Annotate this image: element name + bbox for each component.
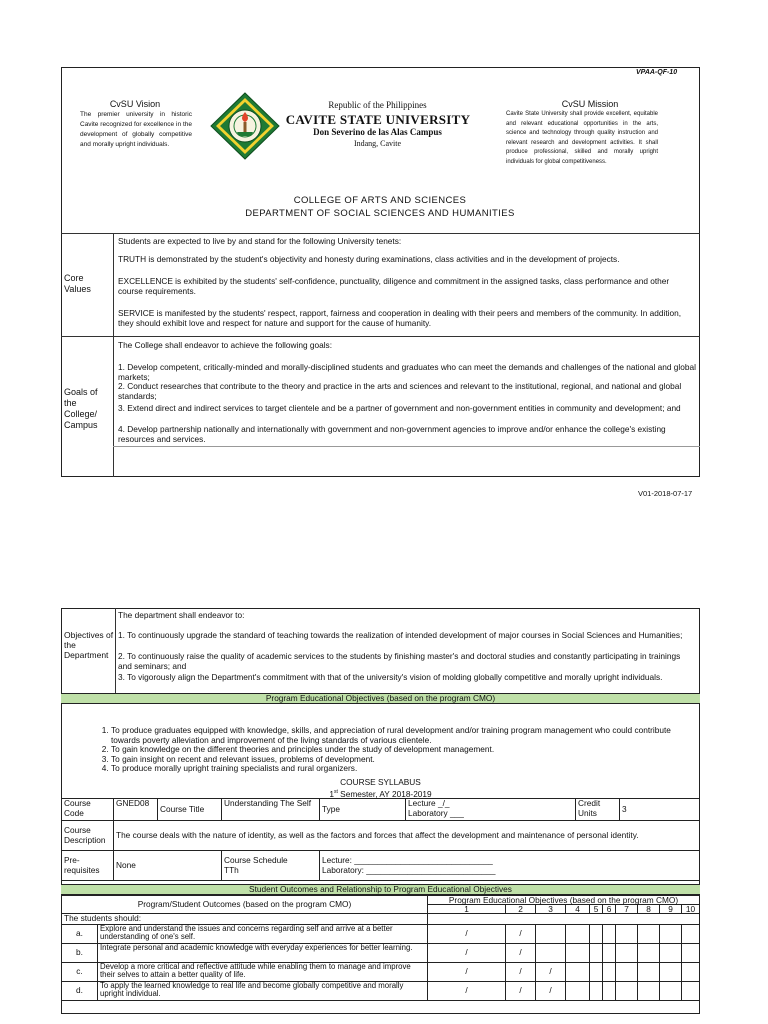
college-name: COLLEGE OF ARTS AND SCIENCES bbox=[293, 195, 467, 206]
schedule-cell bbox=[222, 851, 320, 881]
credit-units-label: Credit Units bbox=[576, 799, 620, 821]
outcome-row bbox=[62, 962, 700, 981]
outcome-mark bbox=[638, 981, 660, 1000]
outcome-letter: d. bbox=[62, 981, 98, 1000]
peo-item: 4. To produce morally upright training specialists and rural organizers. bbox=[111, 764, 695, 774]
schedule-lines bbox=[320, 851, 700, 881]
outcome-mark: / bbox=[428, 981, 506, 1000]
divider bbox=[113, 446, 700, 447]
goal-item: 3. Extend direct and indirect services to target clientele and be a partner of government and non-government entities in community and development; and bbox=[118, 403, 681, 413]
outcome-mark bbox=[616, 981, 638, 1000]
semester-suffix: st bbox=[333, 789, 338, 795]
semester-number: 1 bbox=[329, 788, 334, 799]
outcome-mark bbox=[590, 924, 603, 943]
course-description: The course deals with the nature of identity, as well as the factors and forces that affect the development and maintenance of personal identity. bbox=[114, 821, 700, 851]
outcomes-col-left: Program/Student Outcomes (based on the program CMO) bbox=[62, 896, 428, 914]
outcome-mark bbox=[536, 943, 566, 962]
schedule-label: Course Schedule bbox=[224, 855, 288, 865]
course-code-label: Course Code bbox=[62, 799, 114, 821]
outcomes-table bbox=[61, 895, 700, 1001]
peo-number: 1 bbox=[428, 905, 506, 914]
outcome-mark: / bbox=[506, 924, 536, 943]
outcome-mark bbox=[616, 924, 638, 943]
outcome-mark bbox=[682, 943, 700, 962]
dept-objectives-label: Objectives of the Department bbox=[64, 630, 114, 660]
peo-title: Program Educational Objectives (based on the program CMO) bbox=[61, 693, 700, 704]
core-value-truth: TRUTH is demonstrated by the student's objectivity and honesty during examinations, class activities and in the development of projects. bbox=[118, 254, 620, 264]
dept-objective-item: 2. To continuously raise the quality of academic services to the students by finishing master's and doctoral studies and constantly participating in trainings and seminars; and bbox=[118, 651, 681, 672]
goal-item: 1. Develop competent, critically-minded and morally-disciplined students and graduates who can meet the demands and challenges of the national and global markets; bbox=[118, 362, 696, 383]
peo-number: 2 bbox=[506, 905, 536, 914]
outcome-mark bbox=[660, 924, 682, 943]
laboratory-type: Laboratory ___ bbox=[408, 807, 464, 818]
outcome-mark bbox=[603, 943, 616, 962]
goal-item: 4. Develop partnership nationally and internationally with government and non-government agencies to improve and/or enhance the college's existing resources and services. bbox=[118, 424, 666, 445]
peo-number: 8 bbox=[638, 905, 660, 914]
outcome-mark bbox=[682, 981, 700, 1000]
outcome-mark: / bbox=[428, 962, 506, 981]
campus-name: Don Severino de las Alas Campus bbox=[313, 127, 442, 137]
peo-item: 3. To gain insight on recent and relevant issues, problems of development. bbox=[111, 755, 695, 765]
divider bbox=[61, 336, 700, 337]
republic-text: Republic of the Philippines bbox=[328, 100, 427, 110]
credit-units: 3 bbox=[620, 799, 700, 821]
goals-label: Goals of the College/ Campus bbox=[64, 387, 98, 430]
outcome-mark bbox=[536, 924, 566, 943]
outcome-letter: b. bbox=[62, 943, 98, 962]
header-top-line bbox=[61, 67, 614, 68]
outcome-mark bbox=[566, 943, 590, 962]
university-name: CAVITE STATE UNIVERSITY bbox=[285, 112, 471, 127]
peo-list bbox=[97, 726, 695, 774]
type-label: Type bbox=[320, 799, 406, 821]
department-name: DEPARTMENT OF SOCIAL SCIENCES AND HUMANITIES bbox=[245, 208, 515, 219]
outcome-letter: c. bbox=[62, 962, 98, 981]
peo-number: 7 bbox=[616, 905, 638, 914]
empty-cell bbox=[428, 914, 700, 925]
core-value-excellence: EXCELLENCE is exhibited by the students' self-confidence, punctuality, diligence and commitment in the assigned tasks, class performance and other course requirements. bbox=[118, 276, 670, 297]
semester-line bbox=[61, 787, 700, 799]
outcome-mark: / bbox=[506, 962, 536, 981]
outcome-mark bbox=[660, 943, 682, 962]
outcome-mark bbox=[603, 981, 616, 1000]
peo-number: 10 bbox=[682, 905, 700, 914]
outcome-mark bbox=[566, 924, 590, 943]
peo-number: 5 bbox=[590, 905, 603, 914]
prereq-label: Pre-requisites bbox=[62, 851, 114, 881]
town-name: Indang, Cavite bbox=[353, 139, 402, 148]
vision-text: The premier university in historic Cavite recognized for excellence in the development of globally competitive and morally upright individuals. bbox=[80, 111, 192, 148]
goals-intro: The College shall endeavor to achieve the following goals: bbox=[118, 340, 333, 350]
outcome-mark bbox=[603, 962, 616, 981]
outcome-mark: / bbox=[506, 981, 536, 1000]
peo-number: 9 bbox=[660, 905, 682, 914]
core-values-label: Core Values bbox=[64, 273, 91, 294]
prereq-value: None bbox=[114, 851, 222, 881]
mission-text: Cavite State University shall provide excellent, equitable and relevant educational opportunities in the arts, science and technology through quality instruction and relevant research and development activities. It shall produce professional, skilled and morally upright individuals for global competitiveness. bbox=[506, 111, 658, 165]
course-title: Understanding The Self bbox=[222, 799, 320, 821]
peo-item: 1. To produce graduates equipped with knowledge, skills, and appreciation of rural development and/or training program management who could contribute towards poverty alleviation and improvement of the living standards of various clientele. bbox=[111, 726, 695, 745]
outcome-mark bbox=[566, 962, 590, 981]
divider bbox=[113, 233, 114, 477]
outcome-mark bbox=[566, 981, 590, 1000]
outcome-mark bbox=[590, 962, 603, 981]
syllabus-title: COURSE SYLLABUS bbox=[340, 777, 421, 787]
peo-number: 4 bbox=[566, 905, 590, 914]
outcomes-title: Student Outcomes and Relationship to Program Educational Objectives bbox=[61, 884, 700, 895]
outcome-row bbox=[62, 943, 700, 962]
outcome-mark: / bbox=[506, 943, 536, 962]
outcome-mark bbox=[682, 962, 700, 981]
outcome-mark: / bbox=[536, 981, 566, 1000]
outcome-mark bbox=[660, 981, 682, 1000]
outcome-mark bbox=[682, 924, 700, 943]
laboratory-schedule: Laboratory: ____________________________ bbox=[322, 864, 496, 875]
vision-title: CvSU Vision bbox=[109, 99, 161, 109]
outcomes-col-right: Program Educational Objectives (based on the program CMO) bbox=[428, 896, 700, 905]
course-info-table bbox=[61, 798, 700, 881]
outcome-mark: / bbox=[428, 924, 506, 943]
students-should: The students should: bbox=[62, 914, 428, 925]
outcome-text: Explore and understand the issues and concerns regarding self and arrive at a better understanding of one's self. bbox=[98, 924, 428, 943]
outcome-mark: / bbox=[536, 962, 566, 981]
outcome-mark bbox=[638, 943, 660, 962]
outcome-letter: a. bbox=[62, 924, 98, 943]
description-label: Course Description bbox=[62, 821, 114, 851]
version-code: V01-2018-07-17 bbox=[638, 489, 693, 498]
outcome-mark bbox=[590, 981, 603, 1000]
schedule-value: TTh bbox=[224, 864, 239, 875]
divider bbox=[115, 608, 116, 693]
outcome-text: Integrate personal and academic knowledge with everyday experiences for better learning. bbox=[98, 943, 428, 962]
mission-title: CvSU Mission bbox=[561, 99, 619, 109]
outcome-mark bbox=[590, 943, 603, 962]
form-code: VPAA-QF-10 bbox=[636, 69, 678, 76]
outcome-text: To apply the learned knowledge to real life and become globally competitive and morally upright individual. bbox=[98, 981, 428, 1000]
outcome-mark: / bbox=[428, 943, 506, 962]
lecture-type: Lecture _/_ bbox=[408, 798, 450, 808]
course-title-label: Course Title bbox=[158, 799, 222, 821]
type-values bbox=[406, 799, 576, 821]
divider bbox=[61, 233, 700, 234]
peo-item: 2. To gain knowledge on the different theories and principles under the study of development management. bbox=[111, 745, 695, 755]
outcome-mark bbox=[638, 962, 660, 981]
core-values-intro: Students are expected to live by and stand for the following University tenets: bbox=[118, 236, 402, 246]
core-value-service: SERVICE is manifested by the students' respect, rapport, fairness and cooperation in dealing with their peers and members of the community. In addition, they should exhibit love and respect for nature and support for the cause of humanity. bbox=[118, 308, 681, 329]
peo-number: 6 bbox=[603, 905, 616, 914]
outcome-mark bbox=[638, 924, 660, 943]
semester-text: Semester, AY 2018-2019 bbox=[337, 788, 432, 799]
university-seal-icon bbox=[210, 92, 280, 160]
outcome-mark bbox=[616, 943, 638, 962]
peo-number: 3 bbox=[536, 905, 566, 914]
outcome-row bbox=[62, 924, 700, 943]
lecture-schedule: Lecture: ______________________________ bbox=[322, 855, 493, 865]
goal-item: 2. Conduct researches that contribute to the theory and practice in the arts and sciences and relevant to the institutional, regional, and national and global standards; bbox=[118, 381, 682, 402]
outcome-mark bbox=[616, 962, 638, 981]
course-code: GNED08 bbox=[114, 799, 158, 821]
outcome-text: Develop a more critical and reflective attitude while enabling them to manage and improve their selves to attain a better quality of life. bbox=[98, 962, 428, 981]
outcome-mark bbox=[660, 962, 682, 981]
dept-objective-item: 1. To continuously upgrade the standard of teaching towards the realization of intended development of major courses in Social Sciences and Humanities; bbox=[118, 630, 683, 640]
dept-objectives-intro: The department shall endeavor to: bbox=[118, 610, 245, 620]
dept-objective-item: 3. To vigorously align the Department's commitment with that of the university's vision of molding globally competitive and morally upright individuals. bbox=[118, 672, 663, 682]
outcome-row bbox=[62, 981, 700, 1000]
outcome-mark bbox=[603, 924, 616, 943]
